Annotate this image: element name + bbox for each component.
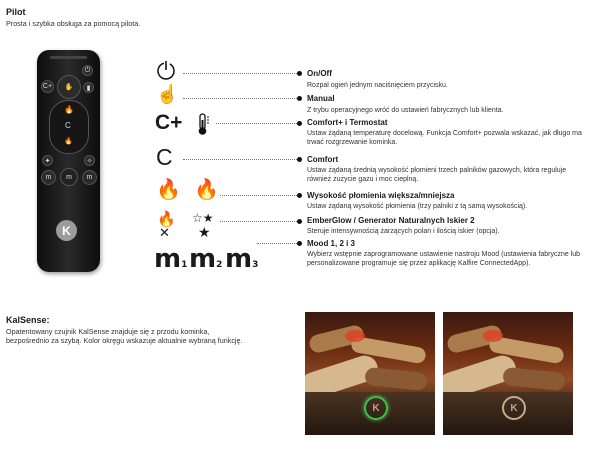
feature-title: Wysokość płomienia większa/mniejsza [307, 191, 455, 200]
feature-desc: Wybierz wstępnie zaprogramowane ustawienie nastroju Mood (ustawienia fabryczne lub personalizowane programuje się przez aplikację Kalfire ConnectedApp). [307, 251, 581, 267]
feature-desc: Ustaw żądaną temperaturę docelową. Funkcja Comfort+ pozwala wskazać, jak długo ma trwać rozgrzewanie kominka. [307, 130, 582, 146]
feature-title: Comfort [307, 155, 339, 164]
log [502, 367, 566, 391]
section-subtitle-pilot: Prosta i szybka obsługa za pomocą pilota. [6, 19, 141, 28]
connector-line [183, 98, 297, 99]
ember [483, 330, 503, 342]
remote-button-power[interactable]: ⏻ [82, 65, 93, 76]
fireplace-photo-green [305, 312, 435, 435]
connector-line [220, 195, 297, 196]
kalsense-description: Opatentowany czujnik KalSense znajduje się z przodu kominka, bezpośrednio za szybą. Kolor okręgu wskazuje aktualnie wybraną funkcję. [6, 327, 243, 345]
feature-title: Mood 1, 2 i 3 [307, 239, 356, 248]
remote-flame-down-icon[interactable]: 🔥 [64, 138, 73, 145]
connector-line [183, 73, 297, 74]
feature-title: On/Off [307, 69, 332, 78]
connector-line [216, 123, 297, 124]
remote-dial[interactable] [49, 100, 89, 154]
comfort-icon: C [156, 144, 173, 170]
bullet-dot [297, 241, 302, 246]
fireplace-photo-neutral [443, 312, 573, 435]
remote-button-comfort[interactable]: C [65, 121, 71, 130]
mood-2-icon: m2 [189, 244, 223, 274]
remote-button-ember[interactable]: ✦ [42, 155, 53, 166]
ember [345, 330, 365, 342]
feature-title: EmberGlow / Generator Naturalnych Iskier 2 [307, 216, 475, 225]
flame-down-icon: 🔥 [194, 179, 219, 201]
bullet-dot [297, 96, 302, 101]
feature-comfort [307, 155, 592, 184]
remote-button-mood-3[interactable]: m [82, 170, 97, 185]
remote-flame-up-icon[interactable]: 🔥 [64, 105, 74, 114]
feature-on-off [307, 69, 592, 90]
feature-desc: Ustaw żądaną wysokość płomienia (trzy palniki z tą samą wysokością). [307, 203, 528, 210]
spark-star-icon: ★ [198, 224, 211, 240]
feature-comfort-plus [307, 118, 587, 147]
feature-desc: Steruje intensywnością żarzących polan i ilością iskier (opcja). [307, 228, 500, 235]
section-title-pilot: Pilot [6, 7, 26, 17]
feature-mood [307, 239, 595, 268]
thermometer-icon [195, 112, 211, 136]
remote-control [37, 50, 100, 272]
sparks-icon: ☆★ [192, 211, 214, 225]
remote-button-mood-1[interactable]: m [41, 170, 56, 185]
mood-1-icon: m1 [154, 244, 188, 274]
flame-up-icon: 🔥 [156, 179, 181, 201]
logs-icon: ✕ [159, 225, 170, 240]
comfort-plus-icon: C+ [155, 111, 183, 134]
connector-line [220, 221, 297, 222]
bullet-dot [297, 219, 302, 224]
feature-flame-height [307, 191, 597, 211]
remote-button-mood-2[interactable]: m [60, 168, 78, 186]
hand-icon: ☝ [156, 84, 179, 104]
feature-desc: Z trybu operacyjnego wróć do ustawień fabrycznych lub klienta. [307, 107, 504, 114]
remote-button-manual[interactable]: ✋ [57, 75, 81, 99]
feature-title: Comfort+ i Termostat [307, 118, 388, 127]
bullet-dot [297, 157, 302, 162]
bullet-dot [297, 71, 302, 76]
feature-desc: Ustaw żądaną średnią wysokość płomieni trzech palników gazowych, która reguluje również zużycie gazu i moc cieplną. [307, 167, 567, 183]
ember-glow-icon: 🔥 [157, 211, 176, 228]
feature-title: Manual [307, 94, 335, 103]
kalsense-ring-neutral: K [502, 396, 526, 420]
connector-line [257, 243, 297, 244]
section-title-kalsense: KalSense: [6, 315, 50, 325]
power-icon [155, 59, 177, 81]
bullet-dot [297, 193, 302, 198]
remote-button-thermostat[interactable]: ▮ [83, 82, 94, 93]
bullet-dot [297, 121, 302, 126]
remote-sensor [50, 56, 87, 59]
connector-line [183, 159, 297, 160]
remote-button-c-plus[interactable]: C+ [41, 80, 54, 93]
log [364, 367, 428, 391]
mood-3-icon: m3 [225, 244, 259, 274]
feature-desc: Rozpal ogień jednym naciśnięciem przycisku. [307, 82, 448, 89]
feature-manual [307, 94, 592, 115]
remote-button-spark[interactable]: ✧ [84, 155, 95, 166]
feature-ember-glow [307, 216, 597, 236]
kalfire-logo-icon: K [56, 220, 77, 241]
kalsense-ring-green: K [364, 396, 388, 420]
